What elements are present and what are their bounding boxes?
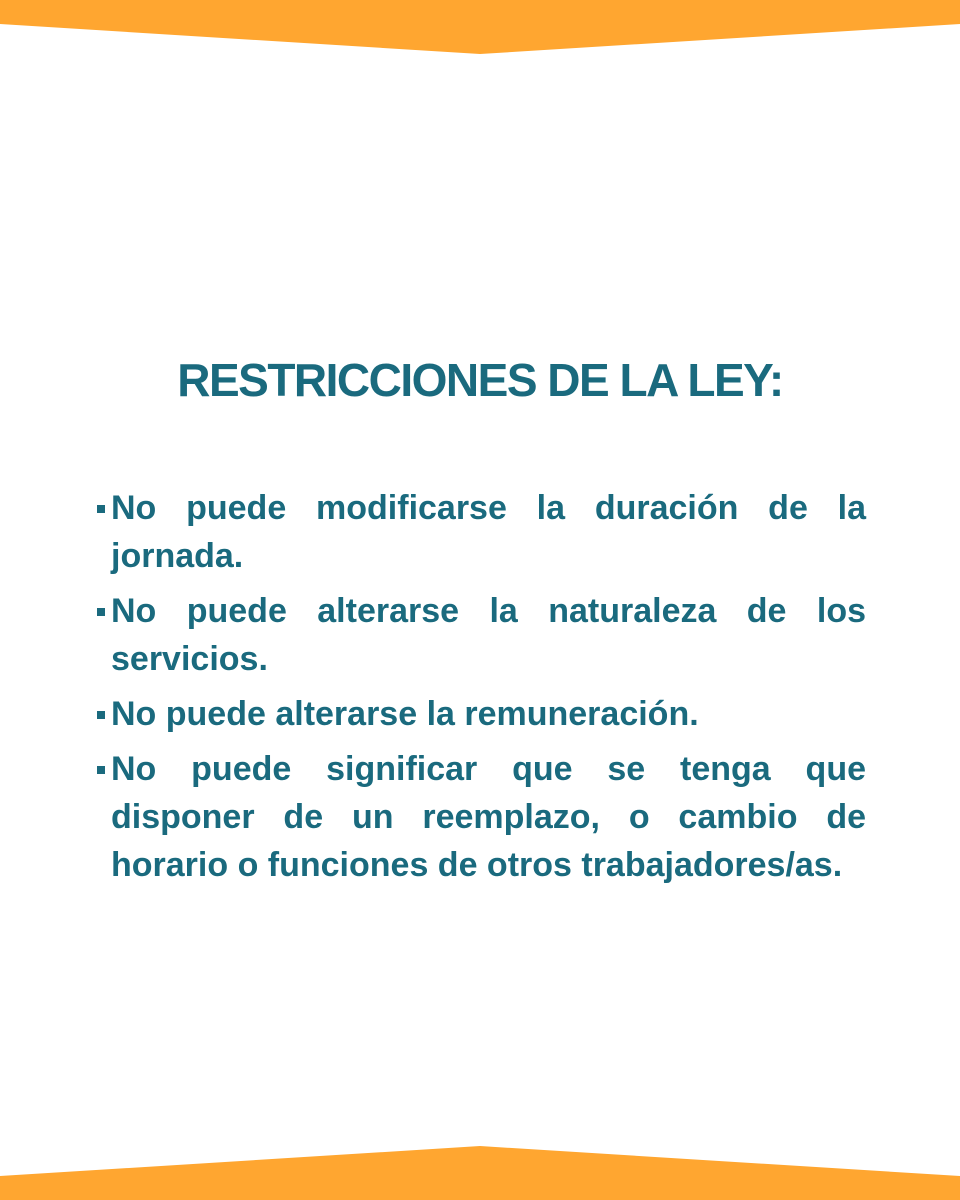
top-accent-band [0, 0, 960, 56]
restrictions-list [95, 484, 866, 896]
list-item [95, 690, 866, 738]
page-title: RESTRICCIONES DE LA LEY: [177, 354, 783, 406]
list-item [95, 587, 866, 683]
bottom-accent-shape [0, 1146, 960, 1200]
square-bullet-icon [97, 608, 105, 616]
square-bullet-icon [97, 766, 105, 774]
bottom-accent-band [0, 1144, 960, 1200]
top-accent-shape [0, 0, 960, 54]
list-item [95, 484, 866, 580]
list-item [95, 745, 866, 889]
square-bullet-icon [97, 505, 105, 513]
square-bullet-icon [97, 711, 105, 719]
list-item-text: No puede alterarse la naturaleza de los servicios. [111, 592, 866, 678]
list-item-text: No puede modificarse la duración de la jornada. [111, 489, 866, 575]
list-item-text: No puede significar que se tenga que disponer de un reemplazo, o cambio de horario o funciones de otros trabajadores/as. [111, 750, 866, 884]
list-item-text: No puede alterarse la remuneración. [111, 695, 699, 733]
